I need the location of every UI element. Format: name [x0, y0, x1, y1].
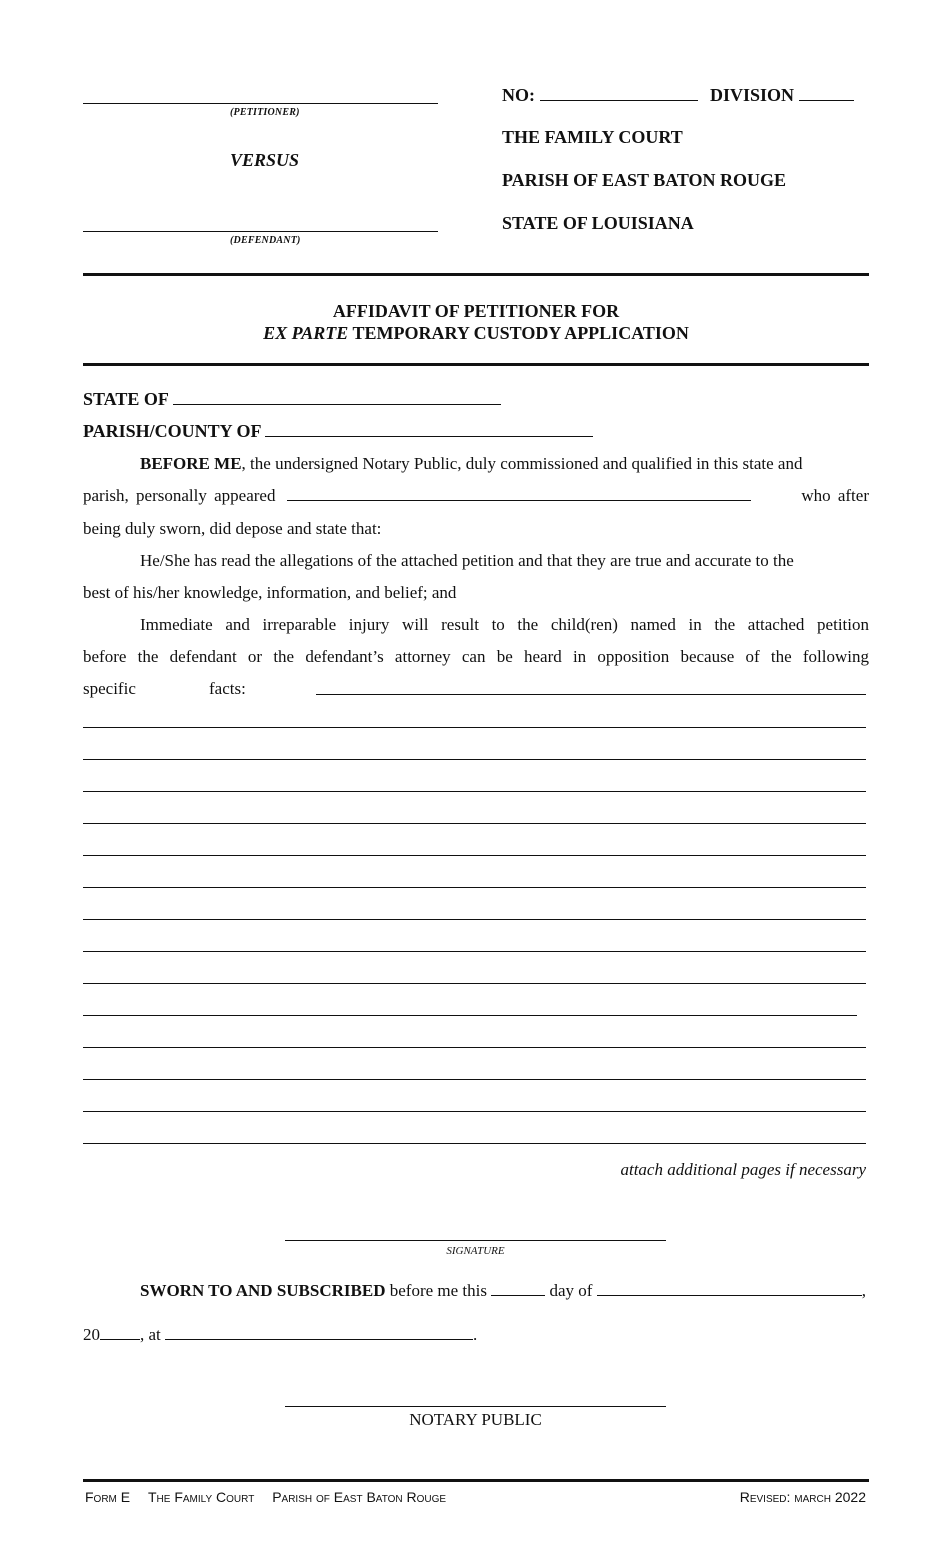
division-label: DIVISION — [710, 85, 795, 105]
form-title — [83, 300, 869, 344]
facts-line[interactable] — [83, 1015, 857, 1016]
court-state: STATE OF LOUISIANA — [502, 213, 694, 233]
year-field[interactable] — [100, 1325, 140, 1340]
parish-county-label: PARISH/COUNTY OF — [83, 421, 261, 441]
form-title-italic: EX PARTE — [263, 323, 349, 343]
parish-county-row — [83, 421, 593, 442]
petitioner-name-line[interactable] — [83, 103, 438, 104]
footer-rule — [83, 1479, 869, 1482]
who-after-text: who after — [801, 486, 869, 505]
footer-parish: Parish of East Baton Rouge — [272, 1489, 447, 1505]
at-text: , at — [140, 1325, 166, 1344]
location-field[interactable] — [165, 1325, 473, 1340]
signature-label: SIGNATURE — [446, 1245, 505, 1257]
sworn-statement-line: being duly sworn, did depose and state that: — [83, 519, 382, 538]
state-of-row — [83, 389, 501, 410]
defendant-label: (DEFENDANT) — [230, 235, 301, 246]
footer-court: The Family Court — [148, 1489, 255, 1505]
year-prefix: 20 — [83, 1325, 100, 1344]
form-title-rest: TEMPORARY CUSTODY APPLICATION — [348, 323, 689, 343]
court-parish: PARISH OF EAST BATON ROUGE — [502, 170, 787, 190]
sworn-comma: , — [861, 1281, 866, 1300]
appeared-text: parish, personally appeared — [83, 486, 276, 505]
facts-line[interactable] — [83, 823, 866, 824]
specific-word: specific — [83, 679, 136, 698]
signature-line[interactable] — [285, 1240, 666, 1241]
sworn-subscribed-line — [140, 1281, 866, 1301]
case-number-label: NO: — [502, 85, 535, 105]
sworn-month-field[interactable] — [597, 1281, 862, 1296]
form-title-line1: AFFIDAVIT OF PETITIONER FOR — [332, 301, 620, 321]
sworn-before-text: before me this — [385, 1281, 492, 1300]
division-field[interactable] — [799, 86, 854, 101]
parish-county-field[interactable] — [265, 422, 593, 437]
notary-signature-line[interactable] — [285, 1406, 666, 1407]
state-of-field[interactable] — [173, 390, 501, 405]
sworn-year-line — [83, 1325, 477, 1345]
header-rule-bottom — [83, 363, 869, 366]
facts-line[interactable] — [83, 1079, 866, 1080]
sworn-day-of-text: day of — [545, 1281, 597, 1300]
versus-label: VERSUS — [230, 150, 300, 170]
facts-word: facts: — [209, 679, 246, 698]
location-period: . — [473, 1325, 478, 1344]
facts-line[interactable] — [83, 919, 866, 920]
facts-line[interactable] — [83, 855, 866, 856]
before-me-text: , the undersigned Notary Public, duly commissioned and qualified in this state and — [241, 454, 803, 473]
petitioner-label: (PETITIONER) — [230, 107, 300, 118]
sworn-bold: SWORN TO AND SUBSCRIBED — [140, 1281, 386, 1300]
footer-left — [85, 1489, 446, 1505]
case-number-field[interactable] — [540, 86, 698, 101]
injury-line2: before the defendant or the defendant’s attorney can be heard in opposition because of the following — [83, 647, 869, 666]
case-number-row — [502, 85, 854, 106]
facts-line[interactable] — [83, 759, 866, 760]
before-me-line — [140, 454, 802, 474]
sworn-day-field[interactable] — [491, 1281, 545, 1296]
notary-public-label: NOTARY PUBLIC — [409, 1410, 542, 1429]
facts-line[interactable] — [83, 1047, 866, 1048]
form-title-line2 — [83, 322, 869, 344]
facts-line[interactable] — [83, 887, 866, 888]
attach-pages-note: attach additional pages if necessary — [620, 1160, 866, 1179]
facts-line[interactable] — [316, 694, 866, 695]
before-me-bold: BEFORE ME — [140, 454, 242, 473]
facts-line[interactable] — [83, 1111, 866, 1112]
defendant-name-line[interactable] — [83, 231, 438, 232]
facts-line[interactable] — [83, 983, 866, 984]
state-of-label: STATE OF — [83, 389, 169, 409]
header-rule-top — [83, 273, 869, 276]
facts-line[interactable] — [83, 727, 866, 728]
appeared-name-field[interactable] — [287, 486, 751, 501]
allegations-line1: He/She has read the allegations of the attached petition and that they are true and accurate to the — [140, 551, 794, 570]
appeared-row — [83, 486, 869, 506]
injury-line1: Immediate and irreparable injury will result to the child(ren) named in the attached petition — [140, 615, 869, 634]
allegations-line2: best of his/her knowledge, information, and belief; and — [83, 583, 457, 602]
footer-form: Form E — [85, 1489, 131, 1505]
footer-revised: Revised: march 2022 — [739, 1489, 866, 1505]
court-name: THE FAMILY COURT — [502, 127, 683, 147]
facts-line[interactable] — [83, 791, 866, 792]
facts-line[interactable] — [83, 951, 866, 952]
facts-line[interactable] — [83, 1143, 866, 1144]
